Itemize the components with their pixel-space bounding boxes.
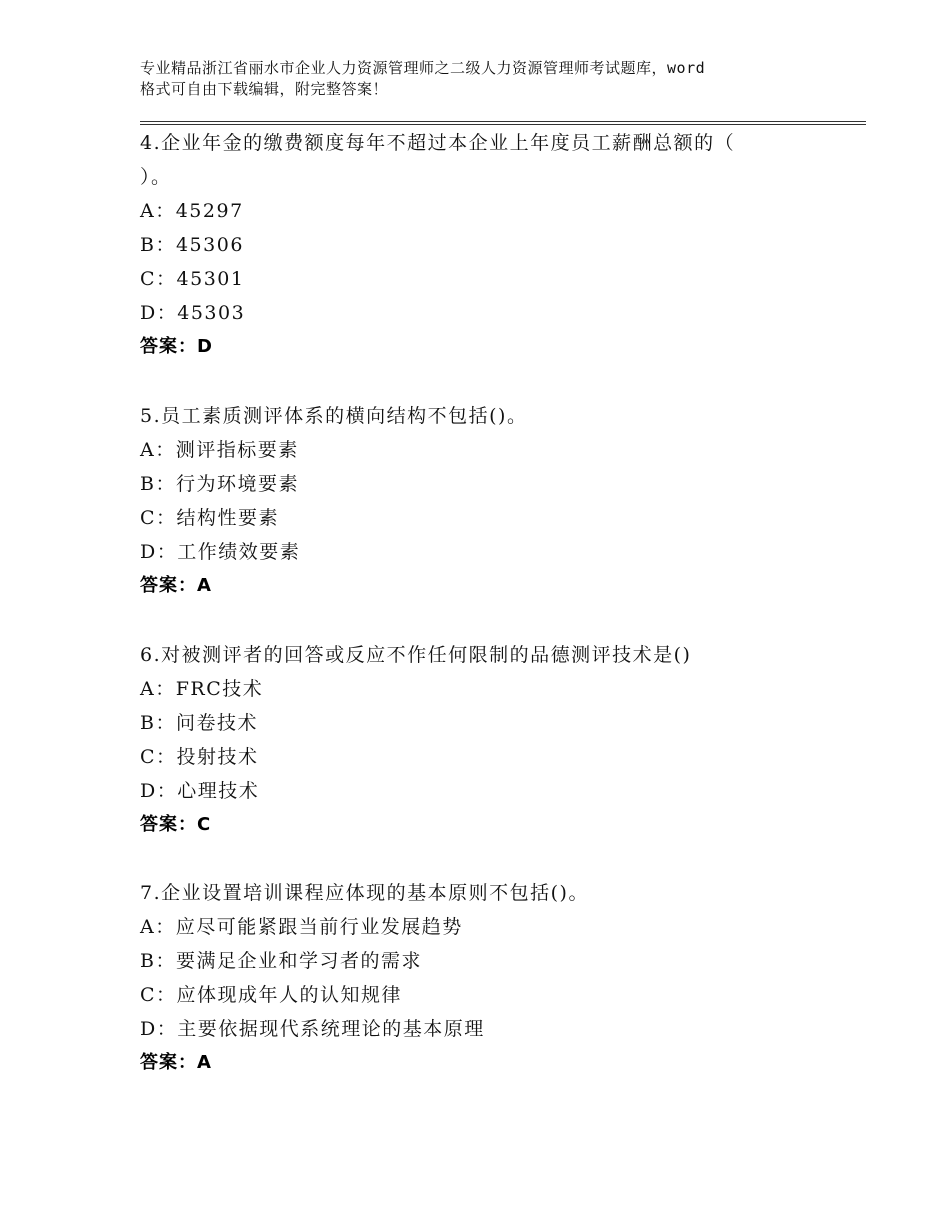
header-divider-bottom bbox=[140, 124, 866, 125]
question-5 bbox=[140, 399, 850, 603]
option-a: A：45297 bbox=[140, 200, 244, 222]
option-c: C：投射技术 bbox=[140, 746, 259, 768]
header-line-1: 专业精品浙江省丽水市企业人力资源管理师之二级人力资源管理师考试题库，word bbox=[140, 59, 706, 77]
option-c: C：应体现成年人的认知规律 bbox=[140, 984, 403, 1006]
answer-label: 答案：D bbox=[140, 336, 213, 357]
option-c: C：结构性要素 bbox=[140, 507, 280, 529]
question-6 bbox=[140, 638, 850, 842]
header-line-2: 格式可自由下载编辑，附完整答案！ bbox=[140, 80, 389, 98]
answer-label: 答案：A bbox=[140, 575, 212, 596]
header-divider-top bbox=[140, 121, 866, 122]
question-text: 7.企业设置培训课程应体现的基本原则不包括()。 bbox=[140, 882, 589, 904]
question-text: 6.对被测评者的回答或反应不作任何限制的品德测评技术是() bbox=[140, 644, 692, 666]
question-text: 4.企业年金的缴费额度每年不超过本企业上年度员工薪酬总额的（ bbox=[140, 132, 736, 154]
option-a: A：测评指标要素 bbox=[140, 439, 299, 461]
option-b: B：问卷技术 bbox=[140, 712, 258, 734]
answer-label: 答案：A bbox=[140, 1052, 212, 1073]
option-d: D：心理技术 bbox=[140, 780, 260, 802]
option-d: D：工作绩效要素 bbox=[140, 541, 301, 563]
option-a: A：FRC技术 bbox=[140, 678, 264, 700]
option-a: A：应尽可能紧跟当前行业发展趋势 bbox=[140, 916, 463, 938]
question-7 bbox=[140, 876, 850, 1080]
question-text-continued: ）。 bbox=[140, 166, 172, 188]
option-b: B：要满足企业和学习者的需求 bbox=[140, 950, 422, 972]
option-d: D：45303 bbox=[140, 302, 246, 324]
option-b: B：45306 bbox=[140, 234, 244, 256]
option-b: B：行为环境要素 bbox=[140, 473, 299, 495]
answer-label: 答案：C bbox=[140, 814, 212, 835]
option-c: C：45301 bbox=[140, 268, 245, 290]
document-header bbox=[140, 58, 830, 100]
option-d: D：主要依据现代系统理论的基本原理 bbox=[140, 1018, 485, 1040]
question-text: 5.员工素质测评体系的横向结构不包括()。 bbox=[140, 405, 528, 427]
question-4 bbox=[140, 126, 850, 364]
